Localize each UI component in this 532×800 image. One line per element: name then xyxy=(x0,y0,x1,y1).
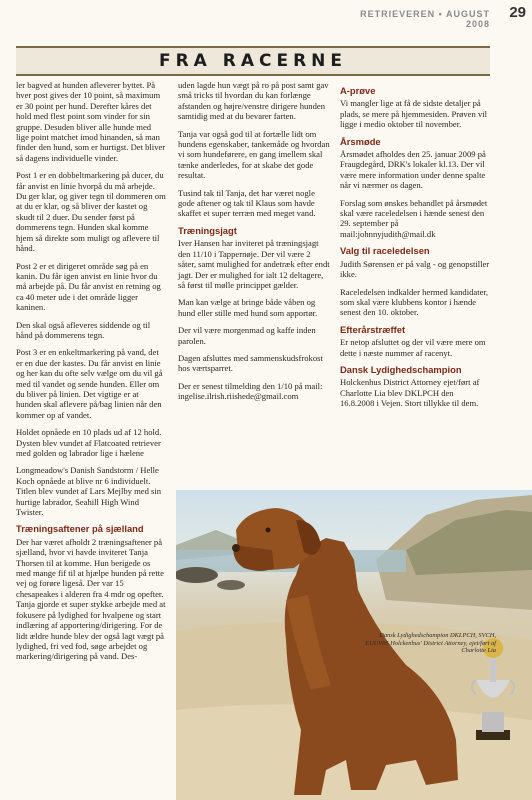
page-number: 29 xyxy=(509,4,526,21)
section-title: FRA RACERNE xyxy=(158,51,348,71)
magazine-label: RETRIEVEREN • AUGUST 2008 xyxy=(360,9,490,29)
photo-caption: Dansk Lydighedschampion DKLPCH, SVCH, EUUV05 Holckenhus' District Attorney, ejet/ført af Charlotte Lia xyxy=(365,632,496,655)
paragraph: Post 3 er en enkeltmarkering på vand, det er en due der kastes. Du får anvist en linie og her kan du ofte selv vælge om du vil gå med til vandet og sende hunden. Eller om du bliver på linien. Det vigtige er at hunden skal aflevere på/bag linien når den kommer op af vandet. xyxy=(16,347,163,420)
paragraph: Iver Hansen har inviteret på træningsjagt den 11/10 i Tappernøje. Der vil være 2 såter, samt mulighed for andetræk efter endt jagt. Der er mulighed for ialt 12 deltagere, så først til mølle princippet gælder. xyxy=(178,238,330,290)
column-2 xyxy=(178,80,330,409)
paragraph: Dagen afsluttes med sammenskudsfrokost hos værtsparret. xyxy=(178,352,323,374)
heading-a-proeve: A-prøve xyxy=(340,85,376,96)
section-banner xyxy=(16,46,490,76)
heading-traeningsjagt: Træningsjagt xyxy=(178,224,237,236)
heading-aarsmoede: Årsmøde xyxy=(340,135,381,147)
paragraph: Der vil være morgenmad og kaffe inden parolen. xyxy=(178,325,316,346)
paragraph: Der har været afholdt 2 træningsaftener på sjælland, hvor vi havde inviteret Tanja Thorsen til at komme. Hun berigede os med mange fif til at hjælpe hunden på rette vej og forøre ligeså. Der var 15 chesapeakes i alderen fra 4 mdr og opefter. Tanja gjorde et super stykke arbejde med at fokusere på lydighed for hvalpene og start indlæring af apportering/dirigering. For de lidt ældre hunde blev der også lagt vægt på lydighed, fri ved fod, søge arbejdet og markering/dirigering på vand. Des- xyxy=(16,536,166,662)
heading-lydighedschampion: Dansk Lydighedschampion xyxy=(340,363,462,375)
paragraph: uden lagde hun vægt på ro på post samt gav små tricks til hvordan du kan forlænge afstanden og højre/venstre dirigere hunden samtidig med at du bevarer farten. xyxy=(178,80,329,122)
paragraph: Årsmødet afholdes den 25. januar 2009 på Fraugdegård, DRK's lokaler kl.13. Der vil være mere information under denne spalte når vi nærmer os dagen. xyxy=(340,149,486,191)
column-1 xyxy=(16,80,166,669)
paragraph: Holdet opnåede en 10 plads ud af 12 hold. Dysten blev vundet af Flatcoated retriever med golden og labrador lige i hælene xyxy=(16,427,162,458)
paragraph: Man kan vælge at bringe både våben og hund eller stille med hund som apportør. xyxy=(178,297,318,318)
paragraph: Tanja var også god til at fortælle lidt om hundens egenskaber, tankemåde og hvordan vi som hundeførere, en gang imellem skal tænke anderledes, for at skabe det gode resultat. xyxy=(178,128,330,181)
paragraph: Er netop afsluttet og der vil være mere om dette i næste nummer af racenyt. xyxy=(340,337,486,358)
paragraph: Tusind tak til Tanja, det har været nogle gode aftener og tak til Klaus som havde skaffet et super terræn med meget vand. xyxy=(178,187,316,219)
column-3 xyxy=(340,80,490,416)
paragraph: Der er senest tilmelding den 1/10 på mail: ingelise.ilrish.riishede@gmail.com xyxy=(178,380,323,402)
paragraph: Vi mangler lige at få de sidste detaljer på plads, se mere på hjemmesiden. Prøven vil ligge i medio oktober til november. xyxy=(340,98,488,130)
paragraph: Raceledelsen indkalder hermed kandidater, som skal være klubbens kontor i hænde senest den 10. oktober. xyxy=(340,286,489,318)
page-header xyxy=(0,0,532,32)
heading-efteraarstraeffet: Efterårstræffet xyxy=(340,323,406,335)
heading-valg: Valg til raceledelsen xyxy=(340,245,430,257)
paragraph: Den skal også afleveres siddende og til hånd på dommerens tegn. xyxy=(16,319,151,340)
paragraph: Holckenhus District Attorney ejet/ført af Charlotte Lia blev DKLPCH den 16.8.2008 i Vejen. Stort tillykke til dem. xyxy=(340,377,480,409)
paragraph: Post 1 er en dobbeltmarkering på ducer, du får anvist en linie hvorpå du må arbejde. Du ger klar, og giver tegn til dommeren om at du er klar, og så bliver der kastet og skudt til 2 duer. Du sender først på dommerens tegn. Hunden skal komme hjem så direkte som muligt og aflevere til hånd. xyxy=(16,170,166,254)
paragraph: Judith Sørensen er på valg - og genopstiller ikke. xyxy=(340,258,490,280)
paragraph: Longmeadow's Danish Sandstorm / Helle Koch opnåede at blive nr 6 individuelt. Titlen blev vundet af Lars Mejlby med sin hurtige labrador, Seahill High Wind Twister. xyxy=(16,465,162,518)
paragraph: ler bagved at hunden afleverer byttet. På hver post gives der 10 point, så maximum er 30 point per hund. Derefter kåres det hold med flest point som vinder for sin gruppe. Desuden bliver alle hunde med lige point matchet imod hinanden, så man finder den hund, som er hurtigst. Det bliver så dagens individuelle vinder. xyxy=(16,80,166,163)
paragraph: Forslag som ønskes behandlet på årsmødet skal være raceledelsen i hænde senest den 29. september på mail:johnnyjudith@mail.dk xyxy=(340,197,488,239)
paragraph: Post 2 er et dirigeret område søg på en kanin. Du får igen anvist en linie hvor du må arbejde på. Du får anvist en retning og ca 40 meter ude i det område ligger kaninen. xyxy=(16,260,161,313)
heading-traeningsaftener: Træningsaftener på sjælland xyxy=(16,523,144,535)
